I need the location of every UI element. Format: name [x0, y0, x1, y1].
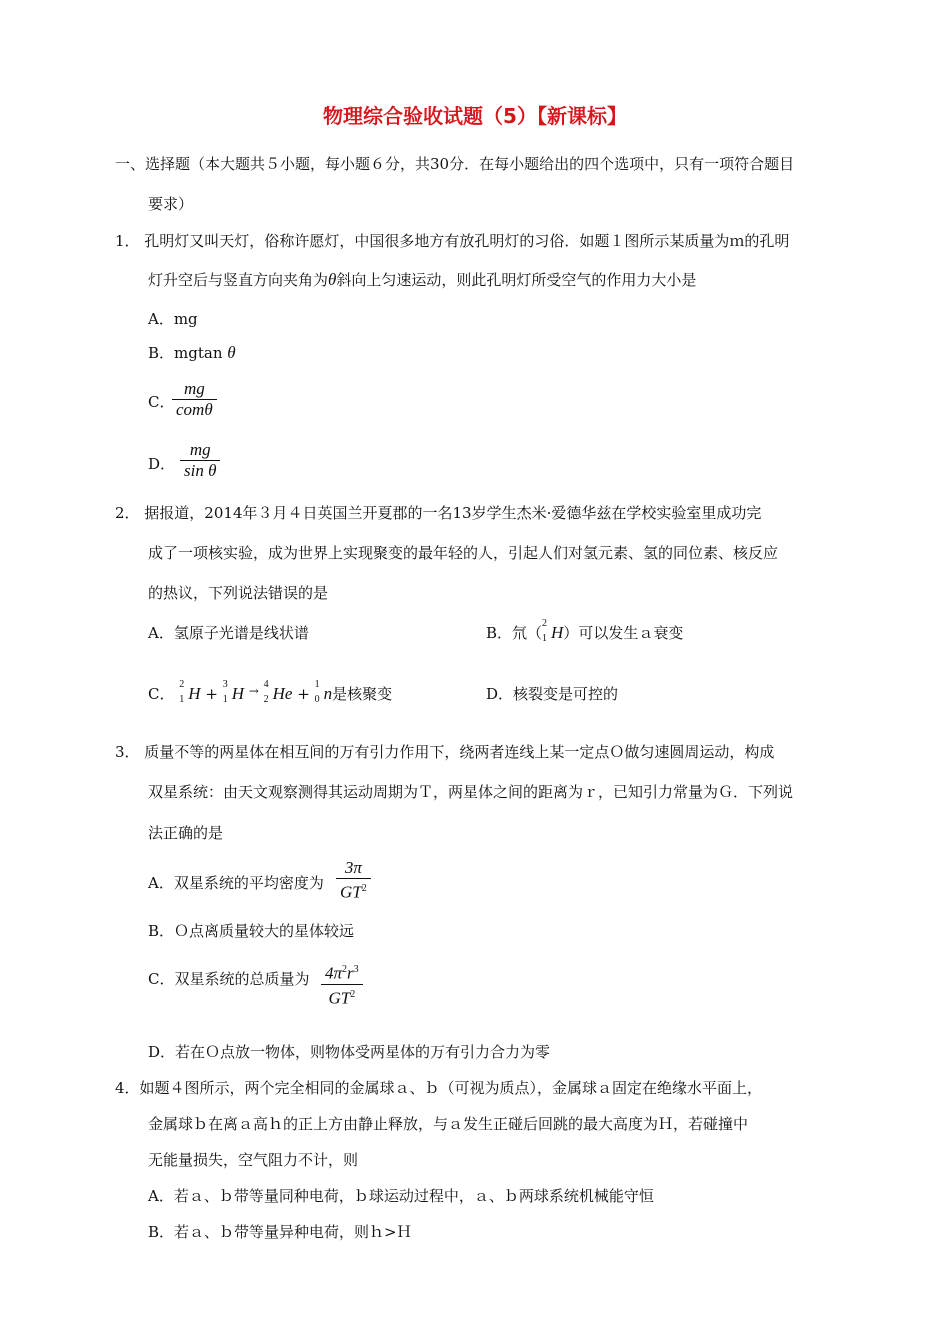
- q2-option-b: [486, 618, 684, 644]
- q3-line2: 双星系统：由天文观察测得其运动周期为Ｔ，两星体之间的距离为ｒ，已知引力常量为Ｇ．下列说: [148, 783, 794, 801]
- q1-line1: 1． 孔明灯又叫天灯，俗称许愿灯，中国很多地方有放孔明灯的习俗．如题１图所示某质量为ｍ的孔明: [115, 232, 790, 250]
- section-heading-line1: 一、选择题（本大题共５小题，每小题６分，共30分．在每小题给出的四个选项中，只有一项符合题目: [115, 155, 795, 173]
- q1-option-a: A．mg: [148, 310, 198, 328]
- q1-option-c-den: comθ: [176, 400, 213, 419]
- atomic-number: 0: [314, 694, 320, 705]
- q1-option-d-num: mg: [189, 440, 211, 459]
- q3-option-c-fraction: [321, 960, 363, 1008]
- q1-option-b-label: B．mgtan: [148, 344, 223, 362]
- q3-line1: 3． 质量不等的两星体在相互间的万有引力作用下，绕两者连线上某一定点Ｏ做匀速圆周运动，构成: [115, 743, 775, 761]
- q3-option-c-num: [321, 960, 363, 984]
- q1-option-d-fraction: [180, 440, 220, 481]
- num-text-r: r: [347, 963, 354, 983]
- q2-line2: 成了一项核实验，成为世界上实现聚变的最年轻的人，引起人们对氢元素、氢的同位素、核反应: [148, 544, 779, 562]
- q1-theta: θ: [328, 270, 337, 289]
- exponent: 2: [361, 883, 367, 894]
- q3-option-b: B．Ｏ点离质量较大的星体较远: [148, 922, 355, 940]
- q3-option-a-fraction: [336, 858, 371, 903]
- q1-option-b-theta: θ: [227, 343, 236, 362]
- exponent: 2: [342, 964, 348, 975]
- q2-option-c-label: C．: [148, 685, 175, 703]
- arrow: →: [248, 684, 259, 698]
- q2-option-b-a: B．氘（: [486, 624, 543, 642]
- mass-number: 3: [222, 679, 228, 690]
- q1-option-b: [148, 342, 236, 363]
- q3-option-d: D．若在Ｏ点放一物体，则物体受两星体的万有引力合力为零: [148, 1043, 551, 1061]
- den-text: GT: [340, 882, 362, 902]
- q2-option-d: D．核裂变是可控的: [486, 685, 619, 703]
- q1-option-c-label: C．: [148, 393, 175, 411]
- q1-line2-a: 灯升空后与竖直方向夹角为: [148, 271, 329, 289]
- symbol: n: [323, 684, 333, 703]
- q1-line2-b: 斜向上匀速运动，则此孔明灯所受空气的作用力大小是: [336, 271, 697, 289]
- q2-option-a: A．氢原子光谱是线状谱: [148, 624, 309, 642]
- exponent: 3: [353, 964, 359, 975]
- q1-option-d-den: sin θ: [184, 461, 217, 480]
- mass-number: 2: [179, 679, 185, 690]
- q4-line1: 4．如题４图所示，两个完全相同的金属球ａ、ｂ（可视为质点），金属球ａ固定在绝缘水平面上，: [115, 1079, 763, 1097]
- symbol: He: [272, 684, 293, 703]
- atomic-number: 1: [222, 694, 228, 705]
- q2-c-helium: [263, 679, 293, 705]
- q2-c-neutron: [314, 679, 333, 705]
- q3-option-a-label: A．双星系统的平均密度为: [148, 874, 324, 892]
- q1-option-c-num: mg: [183, 379, 205, 398]
- atomic-number: 1: [179, 694, 185, 705]
- q2-c-deuterium: [179, 679, 201, 705]
- symbol: H: [188, 684, 201, 703]
- num-text: 4π: [325, 963, 343, 983]
- section-heading-line2: 要求）: [148, 195, 194, 213]
- plus-sign: +: [205, 685, 218, 703]
- q4-line2: 金属球ｂ在离ａ高ｈ的正上方由静止释放，与ａ发生正碰后回跳的最大高度为Ｈ，若碰撞中: [148, 1115, 749, 1133]
- q3-option-c-den: [321, 985, 363, 1009]
- exponent: 2: [350, 988, 356, 1000]
- q2-line1: 2． 据报道，2014年３月４日英国兰开夏郡的一名13岁学生杰米·爱德华兹在学校实验室里成功完: [115, 504, 762, 522]
- symbol: H: [551, 623, 564, 642]
- q2-option-c: [148, 679, 393, 705]
- q4-option-a: A．若ａ、ｂ带等量同种电荷，ｂ球运动过程中，ａ、ｂ两球系统机械能守恒: [148, 1187, 654, 1205]
- q3-option-a-num: 3π: [344, 858, 362, 877]
- den-text: GT: [328, 988, 351, 1008]
- q2-line3: 的热议，下列说法错误的是: [148, 584, 329, 602]
- q3-option-a-den: [336, 879, 371, 903]
- page-title: 物理综合验收试题（5）【新课标】: [323, 104, 627, 128]
- atomic-number: 2: [263, 694, 269, 705]
- symbol: H: [231, 684, 244, 703]
- atomic-number: 1: [542, 633, 548, 644]
- plus-sign: +: [297, 685, 310, 703]
- mass-number: 2: [542, 618, 548, 629]
- mass-number: 1: [314, 679, 320, 690]
- q4-line3: 无能量损失，空气阻力不计，则: [148, 1151, 359, 1169]
- mass-number: 4: [263, 679, 269, 690]
- q3-option-c-label: C．双星系统的总质量为: [148, 970, 310, 988]
- q1-option-d-label: D．: [148, 455, 176, 473]
- q1-line2: [148, 269, 696, 290]
- q2-deuterium: [542, 618, 564, 644]
- q2-option-b-b: ）可以发生ａ衰变: [563, 624, 684, 642]
- q2-c-tritium: [222, 679, 244, 705]
- q4-option-b: B．若ａ、ｂ带等量异种电荷，则ｈ>Ｈ: [148, 1223, 412, 1241]
- q2-option-c-tail: 是核聚变: [332, 685, 393, 703]
- q3-line3: 法正确的是: [148, 824, 224, 842]
- q1-option-c-fraction: [172, 379, 217, 420]
